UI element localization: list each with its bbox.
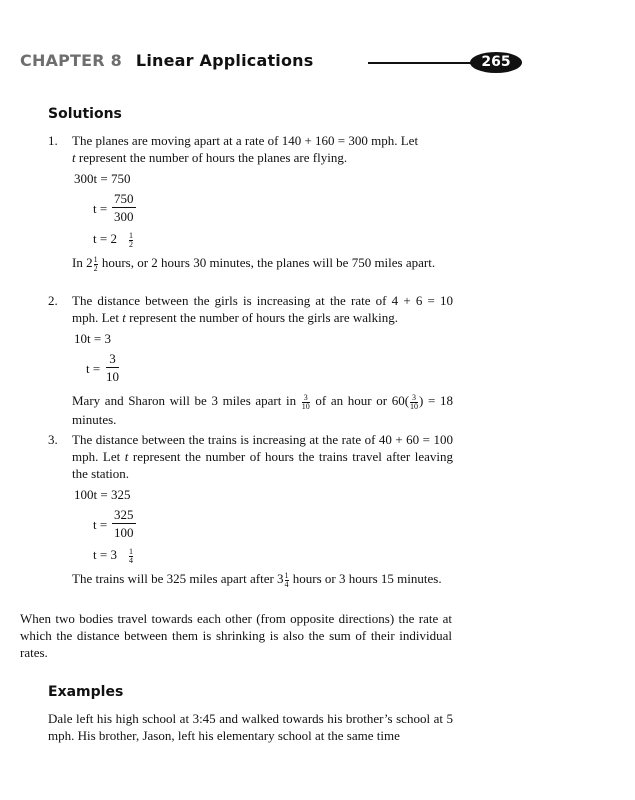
solution-conclusion: The trains will be 325 miles apart after 3 $\frac{1}{4}$ hours or 3 hours 15 minutes. (72, 570, 442, 589)
solution-text: The distance between the trains is increasing at the rate of 40 + 60 = 100 mph. Let t represent the number of hours the trains travel after leaving the station. (72, 432, 453, 481)
equation: t = $\frac{750}{300}$ (93, 191, 134, 224)
solution-conclusion: In 2 $\frac{1}{2}$ hours, or 2 hours 30 minutes, the planes will be 750 miles apart. (72, 254, 436, 273)
running-head (20, 52, 313, 69)
solution-text: The distance between the girls is increasing at the rate of 4 + 6 = 10 mph. Let t represent the number of hours the girls are walking. (72, 293, 453, 325)
solution-number: 2. (48, 293, 58, 308)
solution-1 (48, 132, 453, 273)
equation: t = 2 1 2 (93, 231, 133, 249)
solution-number: 1. (48, 133, 58, 148)
equation: t = $\frac{325}{100}$ (93, 507, 134, 540)
solution-2 (48, 292, 453, 428)
equation: 10t = 3 (74, 331, 111, 346)
solutions-heading: Solutions (48, 106, 122, 122)
equation: t = $\frac{3}{10}$ (86, 351, 119, 384)
body-paragraph: When two bodies travel towards each other (from opposite directions) the rate at which the distance between them is shrinking is also the sum of their individual rates. (20, 611, 452, 660)
equation: 100t = 325 (74, 487, 131, 502)
solution-conclusion: Mary and Sharon will be 3 miles apart in $\frac{3}{10}$ of an hour or 60( $\frac{3}{10}$ ) = 18 minutes. (72, 392, 453, 427)
chapter-label: CHAPTER 8 (20, 51, 122, 70)
examples-heading: Examples (48, 684, 124, 700)
chapter-title: Linear Applications (135, 51, 314, 70)
page-number: 265 (470, 52, 522, 73)
header-rule (368, 62, 478, 64)
solution-text: The planes are moving apart at a rate of 140 + 160 = 300 mph. Let t represent the number of hours the planes are flying. (72, 133, 419, 165)
page-header (20, 50, 615, 76)
example-text: Dale left his high school at 3:45 and walked towards his brother’s school at 5 mph. His brother, Jason, left his elementary school at the same time (48, 711, 453, 743)
solution-number: 3. (48, 432, 58, 447)
solution-3 (48, 431, 453, 589)
equation: t = 3 1 4 (93, 547, 133, 565)
equation: 300t = 750 (74, 171, 131, 186)
